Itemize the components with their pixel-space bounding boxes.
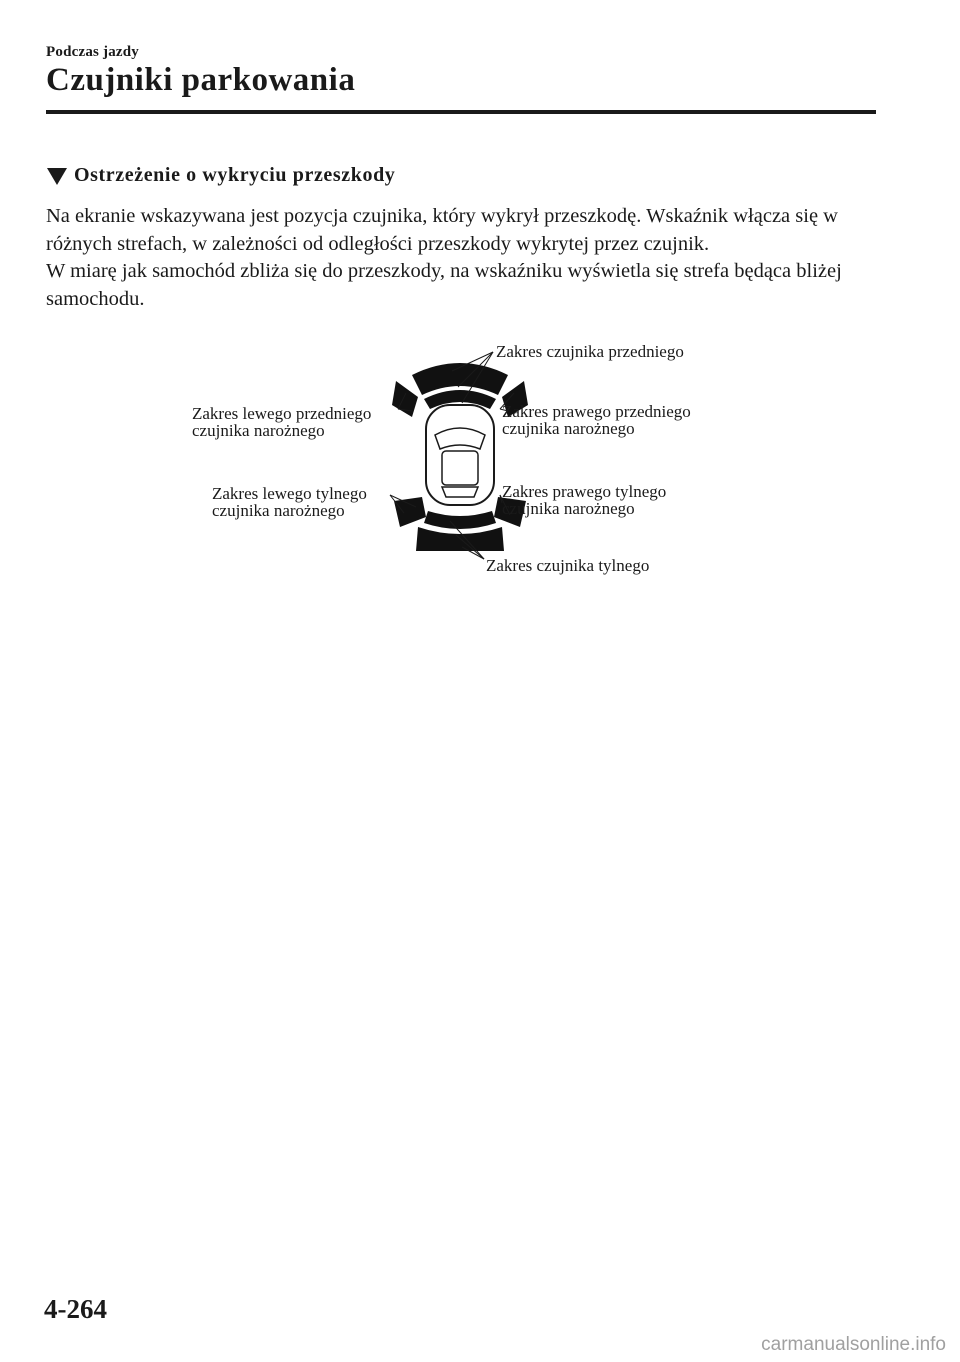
label-right-front-line2: czujnika narożnego <box>502 419 635 438</box>
chapter-label: Podczas jazdy <box>46 44 140 60</box>
rear-left-zone <box>394 497 426 527</box>
rear-zone-inner <box>424 511 496 529</box>
section-heading <box>46 164 395 187</box>
label-left-front-corner <box>192 405 371 439</box>
triangle-down-icon <box>46 166 68 186</box>
label-left-rear-corner <box>212 485 367 519</box>
watermark: carmanualsonline.info <box>761 1334 946 1355</box>
sensor-diagram-graphic <box>180 325 740 585</box>
label-left-front-line1: Zakres lewego przedniego <box>192 404 372 423</box>
label-left-rear-line2: czujnika narożnego <box>212 501 345 520</box>
label-right-rear-line2: czujnika narożnego <box>502 499 635 518</box>
paragraph-2: W miarę jak samochód zbliża się do przeszkody, na wskaźniku wyświetla się strefa będąca bliżej samochodu. <box>46 260 842 310</box>
label-left-rear-line1: Zakres lewego tylnego <box>212 484 367 503</box>
sensor-diagram <box>180 325 740 585</box>
label-rear-sensor: Zakres czujnika tylnego <box>486 556 650 575</box>
page-title: Czujniki parkowania <box>46 62 356 98</box>
front-left-zone <box>392 381 418 417</box>
title-rule <box>46 110 876 114</box>
paragraph-1: Na ekranie wskazywana jest pozycja czujnika, który wykrył przeszkodę. Wskaźnik włącza się w różnych strefach, w zależności od odległości przeszkody wykrytej przez czujnik. <box>46 205 838 255</box>
label-right-front-line1: Zakres prawego przedniego <box>502 402 691 421</box>
car-body <box>426 405 494 505</box>
label-front-sensor: Zakres czujnika przedniego <box>496 342 684 361</box>
page-number: 4-264 <box>44 1294 107 1324</box>
section-heading-text: Ostrzeżenie o wykryciu przeszkody <box>74 164 396 186</box>
section-body <box>46 203 886 313</box>
label-right-rear-corner <box>502 483 666 517</box>
label-right-rear-line1: Zakres prawego tylnego <box>502 482 667 501</box>
label-right-front-corner <box>502 403 691 437</box>
label-left-front-line2: czujnika narożnego <box>192 421 325 440</box>
